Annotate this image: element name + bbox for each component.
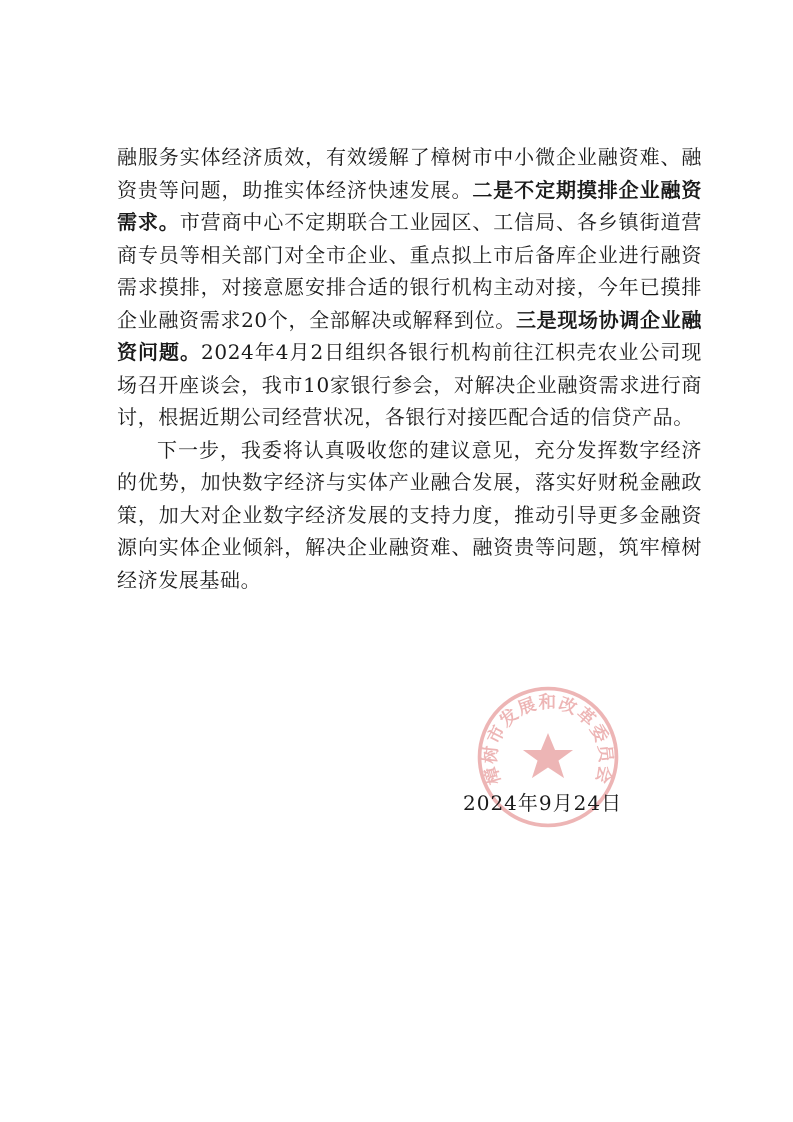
document-body [117, 141, 702, 596]
seal-text: 樟树市发展和改革委员会 [480, 693, 616, 787]
paragraph-financing-measures [117, 141, 702, 434]
paragraph-text: 融服务实体经济质效，有效缓解了樟树市中小微企业融资难、融资贵等问题，助推实体经济快速发展。 [117, 145, 702, 202]
seal-star-icon [523, 733, 573, 778]
document-date: 2024年9月24日 [463, 791, 623, 815]
paragraph-text: 市营商中心不定期联合工业园区、工信局、各乡镇街道营商专员等相关部门对全市企业、重点拟上市后备库企业进行融资需求摸排，对接意愿安排合适的银行机构主动对接，今年已摸排企业融资需求20个，全部解决或解释到位。 [117, 210, 702, 332]
paragraph-next-steps: 下一步，我委将认真吸收您的建议意见，充分发挥数字经济的优势，加快数字经济与实体产业融合发展，落实好财税金融政策，加大对企业数字经济发展的支持力度，推动引导更多金融资源向实体企业倾斜，解决企业融资难、融资贵等问题，筑牢樟树经济发展基础。 [117, 437, 702, 592]
bold-heading-demand-survey: 二是不定期摸排企业融资需求。 [117, 177, 702, 234]
bold-heading-onsite-coordination: 三是现场协调企业融资问题。 [117, 307, 703, 364]
paragraph-text: 2024年4月2日组织各银行机构前往江枳壳农业公司现场召开座谈会，我市10家银行参会，对解决企业融资需求进行商讨，根据近期公司经营状况，各银行对接匹配合适的信贷产品。 [117, 340, 702, 429]
